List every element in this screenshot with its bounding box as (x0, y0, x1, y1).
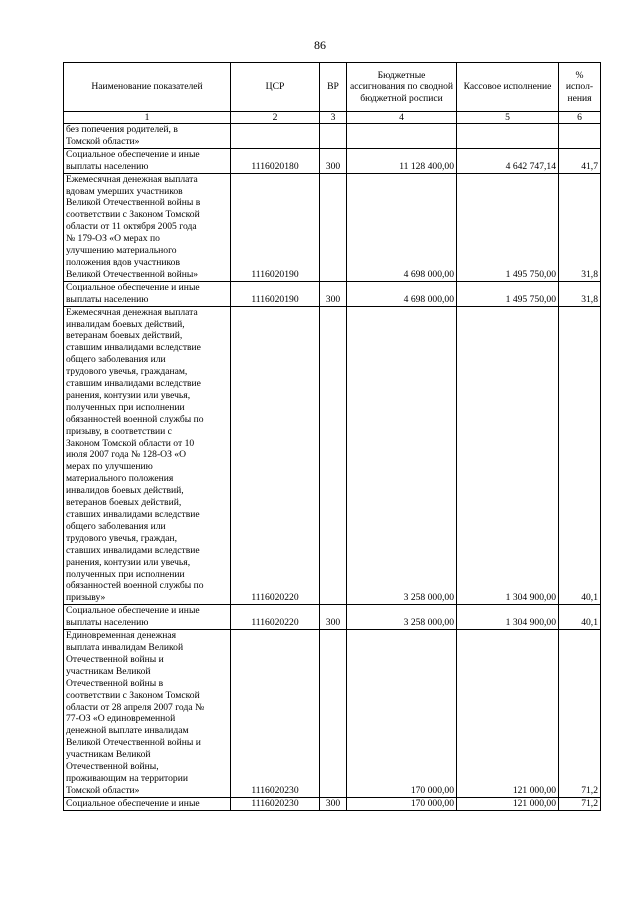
row-csr: 1116020190 (231, 173, 320, 281)
row-cash: 1 304 900,00 (457, 306, 559, 605)
row-name: Социальное обеспечение и иные (64, 797, 231, 810)
row-csr: 1116020180 (231, 148, 320, 173)
row-name: Социальное обеспечение и иные выплаты населению (64, 281, 231, 306)
column-number: 5 (457, 112, 559, 124)
header-budget: Бюджетные ассигнования по сводной бюджетной росписи (347, 63, 457, 112)
row-name: без попечения родителей, в Томской области» (64, 124, 231, 149)
row-name: Единовременная денежная выплата инвалидам Великой Отечественной войны и участникам Великой Отечественной войны в соответствии с Законом Томской области от 28 апреля 2007 года № 77-ОЗ «О единовременной денежной выплате инвалидам Великой Отечественной войны и участникам Великой Отечественной войны, проживающим на территории Томской области» (64, 630, 231, 798)
row-name: Социальное обеспечение и иные выплаты населению (64, 605, 231, 630)
row-name: Ежемесячная денежная выплата вдовам умерших участников Великой Отечественной войны в соответствии с Законом Томской области от 11 октября 2005 года № 179-ОЗ «О мерах по улучшению материального положения вдов участников Великой Отечественной войны» (64, 173, 231, 281)
row-pct: 71,2 (559, 630, 601, 798)
header-cash: Кассовое исполнение (457, 63, 559, 112)
column-number: 1 (64, 112, 231, 124)
row-budget (347, 124, 457, 149)
row-vr: 300 (320, 605, 347, 630)
row-pct: 31,8 (559, 281, 601, 306)
row-csr: 1116020220 (231, 306, 320, 605)
row-budget: 4 698 000,00 (347, 173, 457, 281)
row-cash: 121 000,00 (457, 797, 559, 810)
row-vr: 300 (320, 281, 347, 306)
row-budget: 4 698 000,00 (347, 281, 457, 306)
row-budget: 11 128 400,00 (347, 148, 457, 173)
column-number-row (64, 112, 601, 124)
row-pct: 41,7 (559, 148, 601, 173)
header-name: Наименование показателей (64, 63, 231, 112)
row-name: Социальное обеспечение и иные выплаты населению (64, 148, 231, 173)
table-row (64, 797, 601, 810)
row-csr: 1116020220 (231, 605, 320, 630)
row-cash: 1 495 750,00 (457, 281, 559, 306)
header-vr: ВР (320, 63, 347, 112)
row-budget: 3 258 000,00 (347, 605, 457, 630)
column-number: 4 (347, 112, 457, 124)
row-csr: 1116020230 (231, 797, 320, 810)
column-number: 6 (559, 112, 601, 124)
row-pct: 31,8 (559, 173, 601, 281)
row-vr (320, 306, 347, 605)
header-csr: ЦСР (231, 63, 320, 112)
table-row (64, 630, 601, 798)
column-number: 3 (320, 112, 347, 124)
column-number: 2 (231, 112, 320, 124)
row-vr (320, 124, 347, 149)
row-name: Ежемесячная денежная выплата инвалидам боевых действий, ветеранам боевых действий, ставшим инвалидами вследствие общего заболевания или трудового увечья, гражданам, ставшим инвалидами вследствие ранения, контузии или увечья, полученных при исполнении обязанностей военной службы по призыву, в соответствии с Законом Томской области от 10 июля 2007 года № 128-ОЗ «О мерах по улучшению материального положения инвалидов боевых действий, ветеранов боевых действий, ставших инвалидами вследствие общего заболевания или трудового увечья, граждан, ставших инвалидами вследствие ранения, контузии или увечья, полученных при исполнении обязанностей военной службы по призыву» (64, 306, 231, 605)
table-row (64, 173, 601, 281)
row-cash: 4 642 747,14 (457, 148, 559, 173)
row-pct (559, 124, 601, 149)
row-budget: 170 000,00 (347, 797, 457, 810)
header-pct: % испол-нения (559, 63, 601, 112)
table-header-row (64, 63, 601, 112)
row-vr: 300 (320, 148, 347, 173)
table-row (64, 605, 601, 630)
row-vr (320, 630, 347, 798)
table-row (64, 306, 601, 605)
row-budget: 170 000,00 (347, 630, 457, 798)
row-budget: 3 258 000,00 (347, 306, 457, 605)
row-cash: 121 000,00 (457, 630, 559, 798)
row-csr (231, 124, 320, 149)
table-row (64, 124, 601, 149)
table-row (64, 148, 601, 173)
budget-execution-table (63, 62, 601, 811)
row-pct: 40,1 (559, 306, 601, 605)
row-pct: 71,2 (559, 797, 601, 810)
row-vr: 300 (320, 797, 347, 810)
row-cash (457, 124, 559, 149)
row-cash: 1 304 900,00 (457, 605, 559, 630)
row-pct: 40,1 (559, 605, 601, 630)
row-csr: 1116020230 (231, 630, 320, 798)
table-row (64, 281, 601, 306)
row-csr: 1116020190 (231, 281, 320, 306)
row-cash: 1 495 750,00 (457, 173, 559, 281)
row-vr (320, 173, 347, 281)
page-number: 86 (314, 38, 326, 52)
